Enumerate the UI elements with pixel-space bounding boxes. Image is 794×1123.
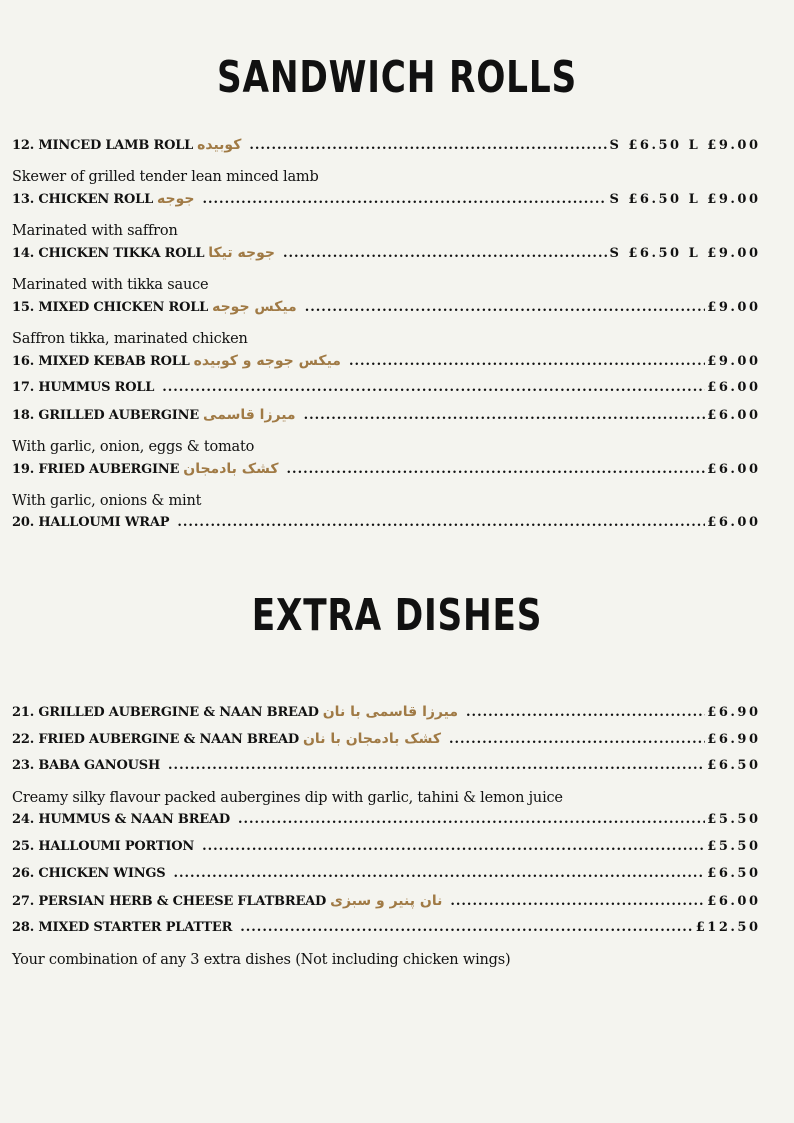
menu-item-price: £6.00 — [707, 408, 761, 423]
menu-item — [12, 893, 761, 920]
menu-item — [12, 461, 761, 488]
menu-item-name: 21. GRILLED AUBERGINE & NAAN BREAD — [12, 705, 319, 720]
menu-item — [12, 515, 761, 542]
menu-item-description: Your combination of any 3 extra dishes (Not including chicken wings) — [12, 952, 511, 968]
dot-leader — [450, 894, 705, 909]
menu-item-name: 22. FRIED AUBERGINE & NAAN BREAD — [12, 732, 299, 747]
menu-item-name: 17. HUMMUS ROLL — [12, 380, 155, 395]
menu-item-farsi-name: کوبیده — [197, 137, 242, 153]
menu-item-name: 16. MIXED KEBAB ROLL — [12, 354, 190, 369]
dot-leader — [162, 380, 705, 395]
dot-leader — [168, 758, 705, 773]
menu-item-name: 20. HALLOUMI WRAP — [12, 515, 170, 530]
dot-leader — [249, 138, 607, 153]
menu-item-description: Creamy silky flavour packed aubergines dip with garlic, tahini & lemon juice — [12, 790, 563, 806]
menu-item — [12, 839, 761, 866]
dot-leader — [349, 354, 705, 369]
menu-item-description: Marinated with tikka sauce — [12, 277, 209, 293]
menu-item-price: S £6.50 L £9.00 — [609, 192, 761, 207]
menu-item-name: 15. MIXED CHICKEN ROLL — [12, 300, 209, 315]
dot-leader — [173, 866, 705, 881]
sandwich-rolls-list — [12, 137, 761, 542]
menu-item-name: 14. CHICKEN TIKKA ROLL — [12, 246, 205, 261]
menu-item-name: 28. MIXED STARTER PLATTER — [12, 920, 233, 935]
dot-leader — [304, 408, 706, 423]
menu-item-name: 24. HUMMUS & NAAN BREAD — [12, 812, 230, 827]
dot-leader — [240, 920, 694, 935]
menu-item-price: £5.50 — [707, 839, 761, 854]
menu-item-price: £6.50 — [707, 866, 761, 881]
menu-item-description: With garlic, onion, eggs & tomato — [12, 439, 255, 455]
menu-item-price: £6.90 — [707, 705, 761, 720]
menu-item-name: 27. PERSIAN HERB & CHEESE FLATBREAD — [12, 894, 327, 909]
menu-item-name: 26. CHICKEN WINGS — [12, 866, 166, 881]
menu-item — [12, 920, 761, 947]
dot-leader — [202, 192, 607, 207]
menu-item — [12, 191, 761, 218]
dot-leader — [287, 462, 706, 477]
menu-item — [12, 299, 761, 326]
menu-item-name: 19. FRIED AUBERGINE — [12, 462, 180, 477]
menu-item-farsi-name: میرزا قاسمی — [203, 407, 296, 423]
dot-leader — [177, 515, 705, 530]
menu-item-name: 25. HALLOUMI PORTION — [12, 839, 195, 854]
menu-item-price: £5.50 — [707, 812, 761, 827]
menu-item-description: Marinated with saffron — [12, 223, 178, 239]
menu-item-name: 18. GRILLED AUBERGINE — [12, 408, 200, 423]
section-title-extra-dishes: EXTRA DISHES — [251, 590, 543, 641]
menu-item — [12, 731, 761, 758]
menu-item-name: 12. MINCED LAMB ROLL — [12, 138, 194, 153]
extra-dishes-list — [12, 704, 761, 974]
dot-leader — [238, 812, 705, 827]
menu-item-farsi-name: جوجه — [157, 191, 195, 207]
menu-item — [12, 245, 761, 272]
menu-item-price: £6.00 — [707, 894, 761, 909]
menu-item — [12, 866, 761, 893]
menu-item-price: £12.50 — [695, 920, 761, 935]
menu-item-name: 13. CHICKEN ROLL — [12, 192, 154, 207]
menu-item-farsi-name: کشک بادمجان — [183, 461, 279, 477]
menu-item-price: £6.00 — [707, 515, 761, 530]
menu-item-farsi-name: کشک بادمجان با نان — [302, 731, 441, 747]
menu-item-price: S £6.50 L £9.00 — [609, 138, 761, 153]
menu-item — [12, 812, 761, 839]
dot-leader — [449, 732, 705, 747]
menu-item-description: With garlic, onions & mint — [12, 493, 202, 509]
section-title-sandwich-rolls: SANDWICH ROLLS — [217, 52, 577, 103]
menu-item-price: £9.00 — [707, 300, 761, 315]
menu-item-price: £6.00 — [707, 380, 761, 395]
menu-item-name: 23. BABA GANOUSH — [12, 758, 161, 773]
dot-leader — [466, 705, 705, 720]
menu-item-farsi-name: نان پنیر و سبزی — [330, 893, 443, 909]
menu-item-farsi-name: میکس جوجه و کوبیده — [193, 353, 341, 369]
menu-item-description: Skewer of grilled tender lean minced lamb — [12, 169, 319, 185]
menu-item-description: Saffron tikka, marinated chicken — [12, 331, 248, 347]
menu-item-price: £6.50 — [707, 758, 761, 773]
dot-leader — [202, 839, 705, 854]
menu-item-price: £6.90 — [707, 732, 761, 747]
menu-item-farsi-name: جوجه تیکا — [208, 245, 275, 261]
menu-item-price: £9.00 — [707, 354, 761, 369]
menu-item-farsi-name: میرزا قاسمی با نان — [322, 704, 459, 720]
dot-leader — [305, 300, 706, 315]
menu-item-farsi-name: میکس جوجه — [212, 299, 297, 315]
menu-item — [12, 353, 761, 380]
menu-item — [12, 704, 761, 731]
menu-item — [12, 380, 761, 407]
menu-item — [12, 407, 761, 434]
menu-item-price: £6.00 — [707, 462, 761, 477]
menu-item — [12, 137, 761, 164]
menu-item-price: S £6.50 L £9.00 — [609, 246, 761, 261]
menu-item — [12, 758, 761, 785]
dot-leader — [283, 246, 608, 261]
